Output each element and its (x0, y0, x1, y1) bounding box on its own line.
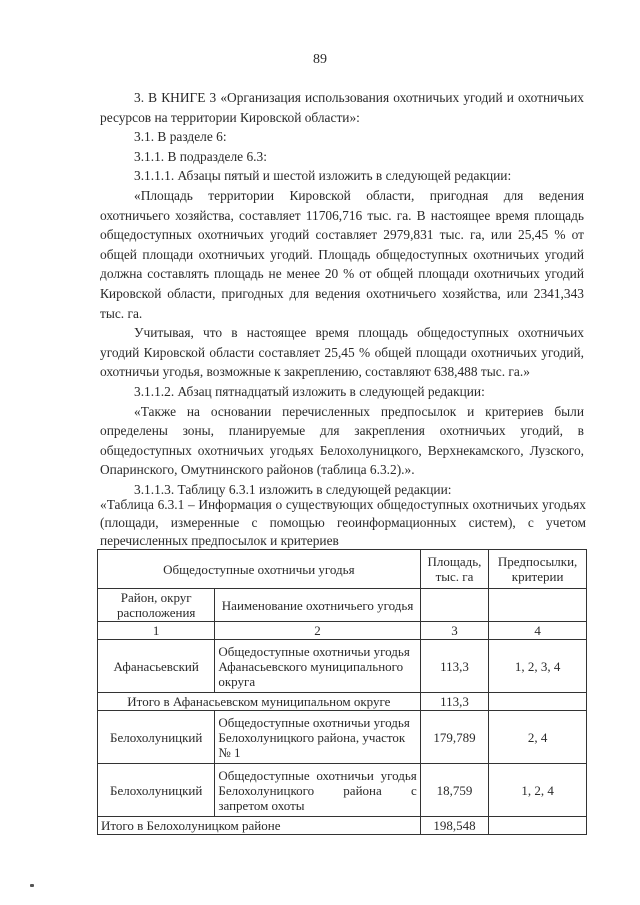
paragraph: «Также на основании перечисленных предпосылок и критериев были определены зоны, планируемые для закрепления охотничьих угодий, в общедоступных охотничьих угодьях Белохолуницкого, Верхнекамского, Лузского, Опаринского, Омутнинского районов (таблица 6.3.2).». (100, 403, 584, 478)
paragraph: 3. В КНИГЕ 3 «Организация использования охотничьих угодий и охотничьих ресурсов на территории Кировской области»: (100, 90, 584, 125)
header-criteria-empty (489, 589, 587, 622)
column-number: 2 (215, 622, 420, 640)
area-cell: 18,759 (420, 764, 488, 817)
total-area: 113,3 (420, 693, 488, 711)
table-row (98, 764, 587, 817)
criteria-cell: 1, 2, 4 (489, 764, 587, 817)
district-cell: Белохолуницкий (98, 764, 215, 817)
table-number-row (98, 622, 587, 640)
header-area: Площадь, тыс. га (420, 550, 488, 589)
criteria-cell: 2, 4 (489, 711, 587, 764)
header-district: Район, округ расположения (98, 589, 215, 622)
header-area-empty (420, 589, 488, 622)
body-text (100, 88, 584, 499)
area-cell: 179,789 (420, 711, 488, 764)
district-cell: Белохолуницкий (98, 711, 215, 764)
paragraph: Учитывая, что в настоящее время площадь общедоступных охотничьих угодий Кировской области составляет 25,45 % общей площади охотничьих угодий, охотничьи угодья, возможные к закреплению, составляют 638,488 тыс. га.» (100, 325, 584, 380)
total-area: 198,548 (420, 817, 488, 835)
total-criteria-empty (489, 817, 587, 835)
hunting-grounds-table (97, 549, 587, 835)
name-cell: Общедоступные охотничьи угодья Белохолуницкого района с запретом охоты (215, 764, 420, 817)
paragraph: 3.1.1. В подразделе 6.3: (134, 148, 267, 164)
total-label: Итого в Афанасьевском муниципальном округе (98, 693, 421, 711)
table-subheader-row (98, 589, 587, 622)
header-criteria: Предпосылки, критерии (489, 550, 587, 589)
table-total-row (98, 693, 587, 711)
total-label: Итого в Белохолуницком районе (98, 817, 421, 835)
column-number: 3 (420, 622, 488, 640)
area-cell: 113,3 (420, 640, 488, 693)
paragraph: 3.1.1.2. Абзац пятнадцатый изложить в следующей редакции: (134, 383, 485, 399)
table-row (98, 640, 587, 693)
column-number: 1 (98, 622, 215, 640)
column-number: 4 (489, 622, 587, 640)
paragraph: 3.1.1.1. Абзацы пятый и шестой изложить в следующей редакции: (134, 168, 512, 184)
paragraph: «Площадь территории Кировской области, пригодная для ведения охотничьего хозяйства, составляет 11706,716 тыс. га. В настоящее время площадь общедоступных охотничьих угодий составляет 2979,831 тыс. га, или 25,45 % от общей площади охотничьих угодий. Площадь общедоступных охотничьих угодий должна составлять площадь не менее 20 % от общей площади охотничьих угодий Кировской области, пригодных для ведения охотничьего хозяйства, или 2341,343 тыс. га. (100, 187, 584, 321)
criteria-cell: 1, 2, 3, 4 (489, 640, 587, 693)
paragraph: 3.1.1.3. Таблицу 6.3.1 изложить в следующей редакции: (134, 481, 452, 497)
header-group: Общедоступные охотничьи угодья (98, 550, 421, 589)
district-cell: Афанасьевский (98, 640, 215, 693)
name-cell: Общедоступные охотничьи угодья Белохолуницкого района, участок № 1 (215, 711, 420, 764)
name-cell: Общедоступные охотничьи угодья Афанасьевского муниципального округа (215, 640, 420, 693)
table-total-row (98, 817, 587, 835)
total-criteria-empty (489, 693, 587, 711)
table-header-row (98, 550, 587, 589)
table-caption: «Таблица 6.3.1 – Информация о существующих общедоступных охотничьих угодьях (площади, измеренные с помощью геоинформационных систем), с учетом перечисленных предпосылок и критериев (100, 497, 586, 548)
scan-speck (30, 884, 34, 887)
paragraph: 3.1. В разделе 6: (134, 129, 227, 145)
page-number: 89 (313, 52, 327, 67)
table-row (98, 711, 587, 764)
header-name: Наименование охотничьего угодья (215, 589, 420, 622)
